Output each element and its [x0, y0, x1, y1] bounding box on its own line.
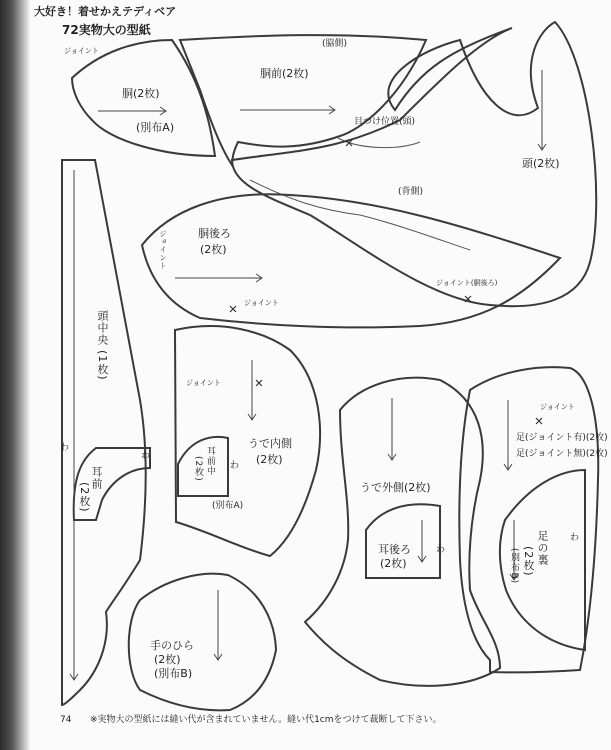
- section-title: 72実物大の型紙: [62, 23, 151, 37]
- arm-outer-name: うで外側(2枚): [360, 481, 431, 494]
- chest-joint-label: ジョイント: [64, 47, 99, 55]
- chest-sub: (別布A): [136, 121, 175, 134]
- palm-sub: (別布B): [154, 667, 193, 680]
- ear-mid-name: 耳前中: [205, 446, 215, 476]
- ear-front-wa: わ: [141, 451, 151, 461]
- sole-count: (2枚): [522, 546, 535, 577]
- leg-joint: ジョイント: [540, 403, 575, 411]
- head-center-piece-outline: [62, 160, 146, 705]
- sole-name: 足の裏: [536, 530, 549, 566]
- ear-back-name: 耳後ろ: [378, 543, 411, 556]
- leg-piece-outline: [459, 367, 598, 672]
- arm-inner-count: (2枚): [256, 453, 283, 466]
- book-title: 大好き！着せかえテディベア: [34, 5, 177, 18]
- sole-sub: (別布B): [509, 548, 519, 585]
- ear-front-name: 耳前: [90, 466, 103, 490]
- arm-inner-name: うで内側: [248, 437, 292, 450]
- ear-back-count: (2枚): [380, 557, 407, 570]
- eye-position-label: 目つけ位置(頭): [354, 117, 416, 127]
- back-body-count: (2枚): [200, 243, 227, 256]
- head-back-side: (背側): [398, 187, 424, 197]
- leg-wa: わ: [570, 533, 580, 543]
- ear-mid-wa: わ: [230, 461, 240, 471]
- back-body-joint-a: ジョイント: [159, 230, 167, 270]
- head-center-wa: わ: [60, 443, 70, 453]
- head-name: 頭(2枚): [522, 157, 560, 170]
- ear-mid-count: (2枚): [193, 456, 203, 482]
- arm-outer-piece-outline: [305, 378, 500, 686]
- head-joint-back: ジョイント(胴後ろ): [436, 279, 498, 287]
- page-number: 74: [60, 715, 72, 725]
- back-body-joint-b: ジョイント: [244, 299, 279, 307]
- footer-note: ※実物大の型紙には縫い代が含まれていません。縫い代1cmをつけて裁断して下さい。: [90, 715, 442, 725]
- back-body-name: 胴後ろ: [198, 227, 231, 240]
- front-body-name: 胴前(2枚): [260, 67, 309, 80]
- ear-front-count: (2枚): [78, 482, 91, 513]
- palm-name: 手のひら: [150, 639, 194, 652]
- leg-with-joint: 足(ジョイント有)(2枚): [516, 433, 608, 443]
- ear-mid-sub: (別布A): [212, 501, 244, 511]
- head-center-count: (1枚): [96, 350, 109, 381]
- ear-back-wa: わ: [436, 545, 446, 555]
- palm-count: (2枚): [154, 653, 181, 666]
- leg-without-joint: 足(ジョイント無)(2枚): [516, 449, 608, 459]
- arm-inner-joint: ジョイント: [186, 379, 221, 387]
- head-inner-seam: [250, 180, 470, 250]
- chest-name: 胴(2枚): [122, 87, 160, 100]
- front-body-side: (脇側): [322, 39, 348, 49]
- head-center-name: 頭中央: [96, 310, 109, 346]
